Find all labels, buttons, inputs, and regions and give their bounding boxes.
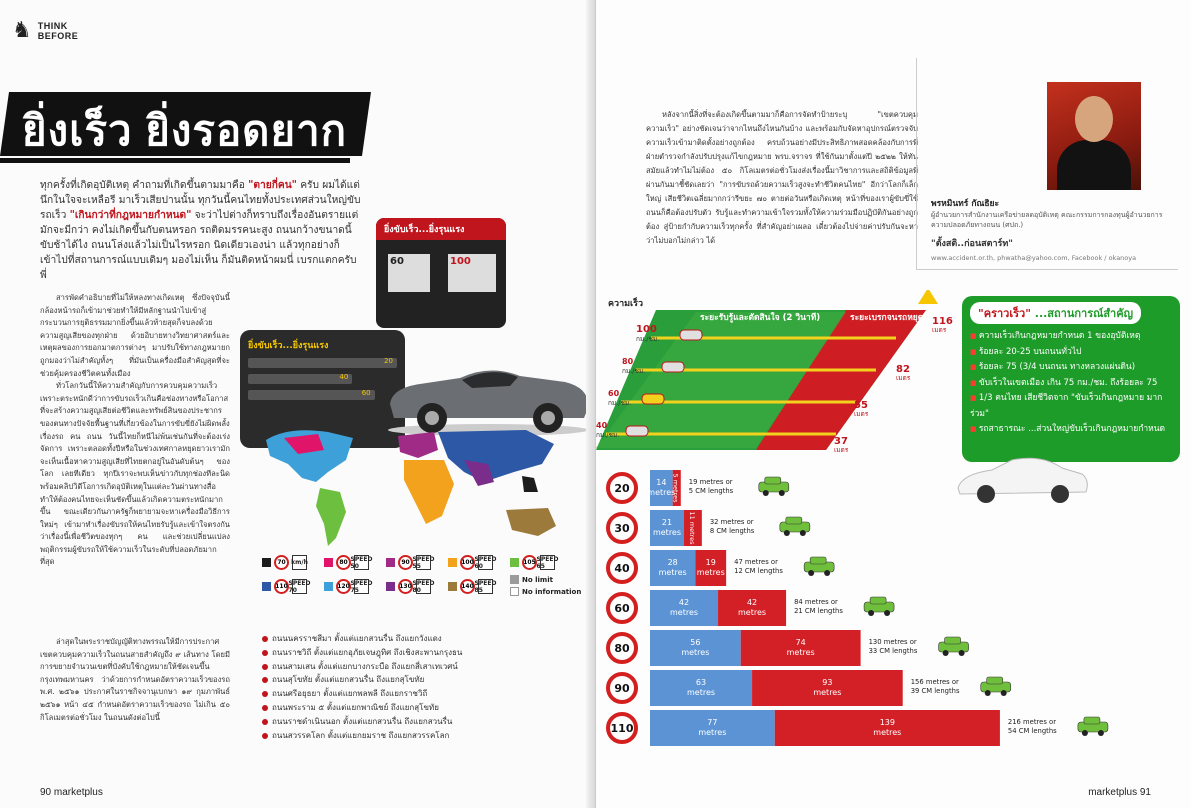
- title-underline: [0, 158, 350, 163]
- body-column: [40, 292, 230, 569]
- think-distance-label: ระยะรับรู้และตัดสินใจ (2 วินาที): [700, 313, 821, 323]
- total-distance-label: 156 metres or 39 CM lengths: [910, 678, 960, 695]
- speed-plate-icon: SPEED 85: [474, 579, 497, 594]
- legend-swatch: [386, 558, 395, 567]
- legend-entry: [448, 555, 497, 570]
- author-box: [916, 58, 1178, 270]
- speed-sign-icon: 110: [274, 579, 289, 594]
- intro-paragraph: ทุกครั้งที่เกิดอุบัติเหตุ คำถามที่เกิดขึ้นตามมาคือ "ตายกี่คน" ครับ ผมได้แต่นึกในใจจะเหลือรี มาเร็วเสียปานนั้น ทุกวันนี้คนไทยทั้งประเทศส่วนใหญ่ขับรถเร็ว "เกินกว่าที่กฎหมายกำหนด" จะว่าไปต่างก็ทราบถึงเรื่องอันตรายแต่มักจะมีกว่า คงไม่เกิดขึ้นกับตนหรอก รถติดมรรคนะสูง ถนนกว้างขนาดนี้ขับช้าได้ไง ถนนโล่งแล้วไม่เป็นไรหรอก นิดเดียวเองน่า แล้วทุกอย่างก็เข้าไปที่สถานการณ์แบบเดิมๆ มองไม่เห็น ก็มันติดหน้าผมนี่ เบรกแตกครับพี่: [40, 180, 361, 281]
- road-list-item: ถนนศรีอยุธยา ตั้งแต่แยกพลพลี ถึงแยกราชวิถี: [262, 687, 582, 701]
- legend-swatch: [324, 582, 333, 591]
- speed-sign-icon: 105: [522, 555, 537, 570]
- speed-plate-icon: SPEED 50: [350, 555, 373, 570]
- legend-swatch: [324, 558, 333, 567]
- author-quote: "ตั้งสติ..ก่อนสตาร์ท": [931, 239, 1013, 249]
- total-distance-label: 32 metres or 8 CM lengths: [709, 518, 755, 535]
- legend-entry: [386, 579, 435, 594]
- green-car-icon: [981, 677, 1011, 696]
- stopping-distance-chart: [596, 466, 1191, 756]
- road-list-item: ถนนสามเสน ตั้งแต่แยกบางกระบือ ถึงแยกสี่เสาเทเวศน์: [262, 660, 582, 674]
- right-body-text: หลังจากนี้สิ่งที่จะต้องเกิดขึ้นตามมาก็คือการจัดทำป้ายระบุ "เขตควบคุมความเร็ว" อย่างชัดเจนว่าจากไหนถึงไหนกันบ้าง และพร้อมกับจัดหาอุปกรณ์ตรวจจับความเร็วเข้ามาติดตั้งอย่างถูกต้อง ครบถ้วนอย่างมีประสิทธิภาพสอดคล้องกับการที่ฝ่ายตำรวจกำลังปรับปรุงแก้ไขกฎหมาย พรบ.จราจร ที่ใช้กันมาตั้งแต่ปี ๒๕๒๒ ให้ทันสมัยแล้วทำไมไม่ต้อง ๕๐ กิโลเมตรต่อชั่วโมงส่งเรื่องนี้มาวิชาการและสถิติข้อมูลที่ผ่านกันมาชี้ชัดเลยว่า "การขับรถด้วยความเร็วสูงจะทำชีวิตคนไทย" อีกว่าโลกก็เล็กใหญ่ เสียชีวิตเฉลี่ยมากกว่ารีขยะ ๗๐ ตายต่อวันหรือเกิดเหตุ หน้าที่ของเราผู้ขับขี่ใช้ถนนก็คือต้องปรับตัว รับรู้และทำความเข้าใจรวมทั้งให้ความร่วมมือปฏิบัติกันอย่างถูกต้อง สู่ป้ายกำกับความเร็วทุกครั้ง ที่สำคัญอย่าเผลอ เดี๋ยวต้องไปจ่ายค่าปรับกันจะหาว่าไม่บอกไม่กล่าว ได้: [646, 110, 918, 245]
- speed-unit-label: กม./ชม.: [608, 399, 632, 407]
- brand-line1: THINK: [37, 21, 68, 31]
- warning-icon: [918, 290, 938, 304]
- speed-plate-icon: SPEED 55: [412, 555, 435, 570]
- speed-sign-icon: 90: [398, 555, 413, 570]
- phone-screen-card: ยิ่งขับเร็ว...ยิ่งรุนแรง 20 40 60: [240, 330, 405, 448]
- total-distance-label: 19 metres or 5 CM lengths: [688, 478, 734, 495]
- author-role: ผู้อำนวยการสำนักงานเครือข่ายลดอุบัติเหตุ คณะกรรมการกองทุนผู้อำนวยการความปลอดภัยทางถนน (ศปถ.): [931, 211, 1163, 229]
- thinking-distance-label: 21 metres: [652, 518, 682, 537]
- road-list: [262, 632, 582, 742]
- speed-plate-icon: SPEED 65: [536, 555, 559, 570]
- fact-item: ■ 1/3 คนไทย เสียชีวิตจาก "ขับเร็วเกินกฎหมาย มาก ร่วม": [970, 391, 1172, 422]
- distance-unit-label: เมตร: [854, 410, 869, 418]
- speed-label: 40: [596, 421, 608, 430]
- legend-entry: [386, 555, 435, 570]
- right-page: [596, 0, 1191, 808]
- car-icon: [680, 330, 702, 340]
- braking-distance-label: 19 metres: [696, 558, 725, 577]
- braking-distance-label: 42 metres: [738, 598, 767, 617]
- legend-entry: [324, 555, 373, 570]
- legend-swatch: [262, 582, 271, 591]
- legend-no-info: No information: [510, 587, 581, 596]
- distance-unit-label: เมตร: [896, 374, 911, 382]
- speed-sign-icon: 140: [460, 579, 475, 594]
- page-title: ยิ่งเร็ว ยิ่งรอดยาก: [22, 107, 348, 154]
- legend-swatch: [386, 582, 395, 591]
- thinking-distance-label: 14 metres: [647, 478, 676, 497]
- speed-label: 60: [608, 389, 620, 398]
- speed-plate-icon: SPEED 80: [412, 579, 435, 594]
- brand-logo: [12, 20, 78, 42]
- distance-label: 82: [896, 364, 910, 375]
- world-speed-limit-map: [258, 420, 578, 555]
- speed-unit-label: กม./ชม.: [636, 335, 660, 343]
- distance-label: 55: [854, 400, 868, 411]
- speed-category-label: 110: [610, 722, 634, 735]
- legend-entry: [262, 579, 311, 594]
- thinking-distance-label: 77 metres: [698, 718, 727, 737]
- fact-item: ■ ความเร็วเกินกฎหมายกำหนด 1 ของอุบัติเหตุ: [970, 329, 1172, 345]
- author-name: พรหมินทร์ กัณธิยะ: [931, 199, 1000, 209]
- body-paragraph: ล่าสุดในพระราชบัญญัติทางพรรณให้มีการประกาศเขตควบคุมความเร็วในถนนสายสำคัญถึง ๙ เส้นทาง โดยมีการขยายจำนวนเขตที่บังคับใช้กฎหมายให้ชัดเจนขึ้น กรุงเทพมหานคร ว่าด้วยการกำหนดอัตราความเร็วของรถ พ.ศ. ๒๕๖๑ ประกาศในราชกิจจานุเบกษา ๑๙ กุมภาพันธ์ ๒๕๖๑ หน้า ๔๕ กำหนดอัตราความเร็วของรถ ไม่เกิน ๕๐ กิโลเมตรต่อชั่วโมง ในถนนดังต่อไปนี้: [40, 637, 230, 722]
- legend-entry: [510, 555, 559, 570]
- reaction-distance-diagram: [596, 290, 956, 460]
- green-car-icon: [939, 637, 969, 656]
- speed-label: 100: [636, 324, 657, 335]
- legend-swatch: [510, 558, 519, 567]
- speed-sign-icon: 80: [336, 555, 351, 570]
- green-car-icon: [759, 477, 789, 496]
- distance-label: 37: [834, 436, 848, 447]
- body-column-end: [40, 636, 230, 724]
- distance-label: 116: [932, 316, 953, 327]
- legend-swatch: [448, 558, 457, 567]
- speed-category-label: 20: [614, 482, 630, 495]
- speed-axis-label: ความเร็ว: [608, 299, 644, 309]
- speed-category-label: 90: [614, 682, 630, 695]
- legend-no-limit: No limit: [510, 575, 553, 584]
- fact-item: ■ ขับเร็วในเขตเมือง เกิน 75 กม./ชม. ถึงร้อยละ 75: [970, 376, 1172, 392]
- speed-category-label: 40: [614, 562, 630, 575]
- green-car-icon: [864, 597, 894, 616]
- braking-distance-label: 74 metres: [786, 638, 815, 657]
- legend-entry: [448, 579, 497, 594]
- page-folio-right: marketplus 91: [1088, 787, 1151, 798]
- fact-item: ■ รถสาธารณะ ...ส่วนใหญ่ขับเร็วเกินกฎหมายกำหนด: [970, 422, 1172, 438]
- braking-distance-label: 93 metres: [813, 678, 842, 697]
- speed-sign-icon: 130: [398, 579, 413, 594]
- braking-distance-label: 11 metres: [687, 511, 696, 545]
- road-list-item: ถนนพระราม ๕ ตั้งแต่แยกพาณิชย์ ถึงแยกสุโขทัย: [262, 701, 582, 715]
- speed-sign-icon: 120: [336, 579, 351, 594]
- body-paragraph: สารพัดคำอธิบายที่ไม่ให้หลงทางเกิดเหตุ ซึ่งปัจจุบันนี้กล้องหน้ารถก็เข้ามาช่วยทำให้มีหลักฐานนำไปเข้าสู่กระบวนการยุติธรรมมากยิ่งขึ้นแล้วท้ายสุดก็จบลงด้วยความสูญเสียของทุกฝ่าย ด้วยอิบายทางวิทยาศาสตร์และเหตุผลของการยอกมาตการต่างๆ มาปรับใช้ทางกฎหมายกถูกมองว่าไม่สำคัญทั้งๆ ที่มันเป็นเครื่องมือสำคัญสุดที่จะช่วยคุ้มครองชีวิตคนทั้งเมือง: [40, 293, 230, 378]
- braking-distance-label: 139 metres: [873, 718, 902, 737]
- green-car-icon: [804, 557, 834, 576]
- road-list-item: ถนนสวรรคโลก ตั้งแต่แยกยมราช ถึงแยกสวรรคโลก: [262, 729, 582, 743]
- total-distance-label: 130 metres or 33 CM lengths: [868, 638, 918, 655]
- legend-swatch: [448, 582, 457, 591]
- speeding-facts-box: [962, 296, 1180, 462]
- legend-swatch: [262, 558, 271, 567]
- distance-unit-label: เมตร: [834, 446, 849, 454]
- speed-sign-icon: 100: [460, 555, 475, 570]
- thinking-distance-label: 28 metres: [658, 558, 687, 577]
- speed-unit-label: กม./ชม.: [622, 367, 646, 375]
- green-car-icon: [780, 517, 810, 536]
- thinking-distance-label: 56 metres: [681, 638, 710, 657]
- green-car-icon: [1078, 717, 1108, 736]
- author-contacts: www.accident.or.th, phwatha@yahoo.com, Facebook / okanoya: [931, 254, 1137, 262]
- phone-title: ยิ่งขับเร็ว...ยิ่งรุนแรง: [248, 341, 329, 351]
- legend-entry: [262, 555, 307, 570]
- author-photo: [1047, 82, 1141, 190]
- speed-gauge-card: [376, 218, 506, 328]
- speed-sign-icon: 70: [274, 555, 289, 570]
- car-icon: [626, 426, 648, 436]
- speed-plate-icon: SPEED 70: [288, 579, 311, 594]
- gauge-left: 60: [388, 254, 430, 292]
- speed-plate-icon: SPEED 60: [474, 555, 497, 570]
- fact-item: ■ ร้อยละ 20-25 บนถนนทั่วไป: [970, 345, 1172, 361]
- speed-plate-icon: km/h: [292, 555, 307, 570]
- gauge-card-title: ยิ่งขับเร็ว...ยิ่งรุนแรง: [376, 218, 506, 240]
- total-distance-label: 216 metres or 54 CM lengths: [1007, 718, 1057, 735]
- speed-category-label: 30: [614, 522, 630, 535]
- chess-knight-icon: ♞: [12, 18, 32, 43]
- fact-item: ■ ร้อยละ 75 (3/4 บนถนน ทางหลวงแผ่นดิน): [970, 360, 1172, 376]
- speed-category-label: 80: [614, 642, 630, 655]
- speed-label: 80: [622, 357, 634, 366]
- total-distance-label: 84 metres or 21 CM lengths: [794, 598, 843, 615]
- thinking-distance-label: 42 metres: [669, 598, 699, 617]
- distance-unit-label: เมตร: [932, 326, 947, 334]
- body-paragraph: ทั่วโลกวันนี้ให้ความสำคัญกับการควบคุมความเร็ว เพราะตระหนักดีว่าการขับรถเร็วเกินคือช่องทางหรือโอกาสที่จะสร้างความสูญเสียต่อชีวิตและทรัพย์สินของประชากรของตนทางปัจจัยพื้นฐานที่เกี่ยวข้องในการขับขี่ยังไม่ผิดพลั้งเรื่องรถ คน ถนน วันนี้ไทยก็หนีไม่พ้นเช่นกันที่จะต้องเร่งจัดการ เพราะตลอดทั้งปีหรือในช่วงเทศกาลหยุดยาวเรามักจะเห็นเนื้อหาความสูญเสียที่ไทยตกอยู่ในอันดับต้นๆ ของโลก เลยทีเดียว ทุกปีเราจะพบเห็นข่าวกับทุกช่องทีละนิดพร้อมคลิปวิดีโอการเกิดอุบัติเหตุในแต่ละวันผ่านทางสื่อ ทำให้ต้องคนไทยจะเห็นชัดขึ้นแล้วเกิดความตระหนักมากขึ้น ขณะเดียวกันภาครัฐก็พยายามจะหาเครื่องมือวิธีการใหม่ๆ เข้ามาทำเรื่องขับรถให้คนไทยรับรู้และเข้าใจตรงกันว่าเรื่องนี้เพื่อชีวิตของทุกๆ คน และช่วยเปลี่ยนแปลงพฤติกรรมผู้ขับรถให้ใช้ความเร็วในระดับที่ปลอดภัยมากที่สุด: [40, 381, 230, 567]
- speed-category-label: 60: [614, 602, 630, 615]
- legend-entry: [324, 579, 373, 594]
- brake-distance-label: ระยะเบรกจนรถหยุด: [850, 313, 924, 323]
- page-folio-left: 90 marketplus: [40, 787, 103, 798]
- speed-plate-icon: SPEED 75: [350, 579, 373, 594]
- gauge-right: 100: [448, 254, 496, 292]
- speed-unit-label: กม./ชม.: [596, 431, 620, 439]
- total-distance-label: 47 metres or 12 CM lengths: [734, 558, 783, 575]
- road-list-item: ถนนราชดำเนินนอก ตั้งแต่แยกสวนรื่น ถึงแยกสวนรื่น: [262, 715, 582, 729]
- brand-line2: BEFORE: [37, 31, 79, 41]
- road-list-item: ถนนราชวิถี ตั้งแต่แยกอุภัยเจษฎุทิศ ถึงเชิงสะพานกรุงธน: [262, 646, 582, 660]
- car-icon: [642, 394, 664, 404]
- braking-distance-label: 5 metres: [671, 473, 680, 503]
- road-list-item: ถนนสุโขทัย ตั้งแต่แยกสวนรื่น ถึงแยกสุโขทัย: [262, 673, 582, 687]
- road-list-item: ถนนนครราชสีมา ตั้งแต่แยกสวนรื่น ถึงแยกวังแดง: [262, 632, 582, 646]
- facts-list: [970, 329, 1172, 438]
- car-icon: [662, 362, 684, 372]
- facts-title: "คราวเร็ว" ...สถานการณ์สำคัญ: [970, 302, 1141, 324]
- thinking-distance-label: 63 metres: [686, 678, 716, 697]
